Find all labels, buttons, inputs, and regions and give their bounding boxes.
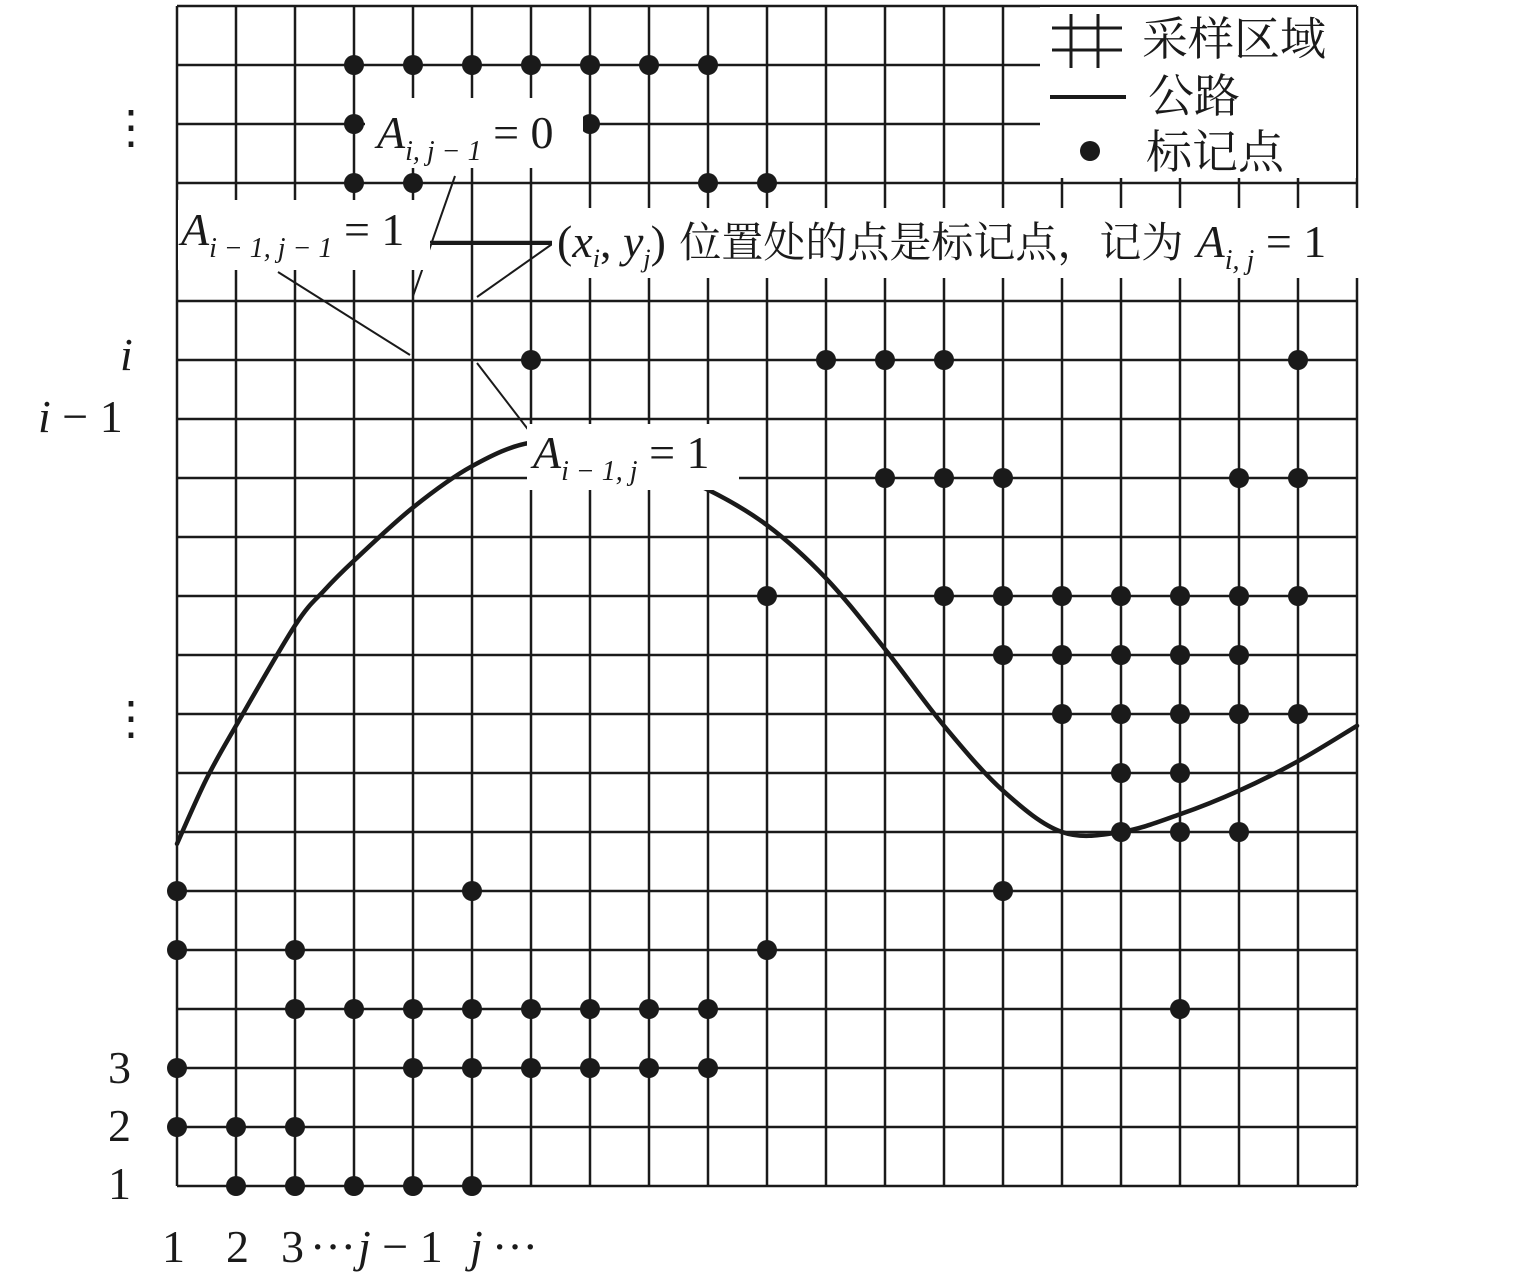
marker-point <box>462 881 482 901</box>
marker-point <box>1170 999 1190 1019</box>
marker-point <box>403 173 423 193</box>
marker-point <box>698 1058 718 1078</box>
legend-road-label: 公路 <box>1148 69 1240 123</box>
marker-point <box>226 1117 246 1137</box>
marker-point <box>403 55 423 75</box>
marker-point <box>462 1058 482 1078</box>
marker-point <box>403 999 423 1019</box>
marker-point <box>1229 704 1249 724</box>
column-labels <box>162 1221 538 1272</box>
marker-point <box>875 350 895 370</box>
marker-point <box>344 999 364 1019</box>
col-label-ellipsis-2: ··· <box>492 1221 538 1272</box>
marker-point <box>1111 763 1131 783</box>
legend-marker-label: 标记点 <box>1146 125 1284 179</box>
marker-point <box>285 1176 305 1196</box>
marker-point <box>1170 586 1190 606</box>
marker-legend-icon <box>1080 141 1100 161</box>
row-label-dots-top: ⋮ <box>108 102 154 153</box>
marker-point <box>344 114 364 134</box>
marker-point <box>1288 586 1308 606</box>
marker-point <box>993 881 1013 901</box>
marker-point <box>639 1058 659 1078</box>
col-label-j: j <box>470 1221 483 1272</box>
marker-point <box>1170 822 1190 842</box>
marker-point <box>1229 468 1249 488</box>
marker-point <box>993 586 1013 606</box>
marker-point <box>1170 704 1190 724</box>
marker-point <box>285 1117 305 1137</box>
marker-point <box>462 1176 482 1196</box>
marker-point <box>1111 822 1131 842</box>
row-label-dots-mid: ⋮ <box>108 693 154 744</box>
row-label-i: i <box>120 329 133 380</box>
row-label-1: 1 <box>108 1158 131 1209</box>
marker-point <box>521 55 541 75</box>
marker-point <box>462 999 482 1019</box>
marker-point <box>167 881 187 901</box>
marker-point <box>934 350 954 370</box>
legend-sampling-area-label: 采样区域 <box>1142 12 1326 66</box>
marker-point <box>993 645 1013 665</box>
marker-point <box>934 468 954 488</box>
marker-point <box>934 586 954 606</box>
marker-point <box>285 999 305 1019</box>
marker-point <box>698 55 718 75</box>
marker-point <box>285 940 305 960</box>
marker-point <box>993 468 1013 488</box>
marker-point <box>1111 704 1131 724</box>
marker-point <box>757 586 777 606</box>
label-a-im1-j: $A_{i - 1, j} = 1$ <box>533 427 710 487</box>
marker-point <box>1052 586 1072 606</box>
leader-a-im1-j <box>477 363 530 432</box>
marker-point <box>875 468 895 488</box>
col-label-ellipsis-1: ··· <box>310 1221 356 1272</box>
marker-point <box>1170 645 1190 665</box>
label-a-i-jm1: $A_{i, j - 1} = 0$ <box>377 107 554 167</box>
label-a-im1-jm1: $A_{i - 1, j - 1} = 1$ <box>181 204 405 264</box>
marker-point <box>698 173 718 193</box>
row-label-i-minus-1: i − 1 <box>38 391 123 442</box>
marker-point <box>1288 704 1308 724</box>
marker-point <box>639 999 659 1019</box>
marker-point <box>757 940 777 960</box>
marker-point <box>580 55 600 75</box>
marker-point <box>462 55 482 75</box>
marker-point <box>344 173 364 193</box>
marker-point <box>1229 586 1249 606</box>
row-label-3: 3 <box>108 1042 131 1093</box>
leader-a-im1-jm1 <box>278 272 410 355</box>
marker-point <box>344 1176 364 1196</box>
marker-point <box>226 1176 246 1196</box>
marker-point <box>1170 763 1190 783</box>
marker-point <box>1052 645 1072 665</box>
marker-point <box>1229 822 1249 842</box>
row-label-2: 2 <box>108 1100 131 1151</box>
marker-point <box>580 1058 600 1078</box>
marker-point <box>1111 645 1131 665</box>
marker-point <box>1229 645 1249 665</box>
row-labels <box>38 102 154 1209</box>
leader-point-note-top <box>477 242 555 297</box>
marker-point <box>698 999 718 1019</box>
marker-point <box>639 55 659 75</box>
marker-point <box>1111 586 1131 606</box>
marker-point <box>757 173 777 193</box>
col-label-3: 3 <box>281 1221 304 1272</box>
marker-point <box>167 1117 187 1137</box>
marker-point <box>1288 468 1308 488</box>
marker-point <box>521 999 541 1019</box>
marker-point <box>403 1176 423 1196</box>
marker-point <box>403 1058 423 1078</box>
col-label-2: 2 <box>226 1221 249 1272</box>
marker-point <box>167 1058 187 1078</box>
col-label-1: 1 <box>162 1221 185 1272</box>
marker-point <box>521 1058 541 1078</box>
marker-point <box>816 350 836 370</box>
marker-point <box>521 350 541 370</box>
marker-point <box>580 999 600 1019</box>
col-label-j-minus-1: j − 1 <box>358 1221 443 1272</box>
marker-point <box>167 940 187 960</box>
marker-point <box>1052 704 1072 724</box>
marker-point <box>344 55 364 75</box>
marker-point <box>1288 350 1308 370</box>
label-point-note: ($x_i$, $y_j$) 位置处的点是标记点，记为 $A_{i, j} = 1$ <box>557 216 1327 276</box>
